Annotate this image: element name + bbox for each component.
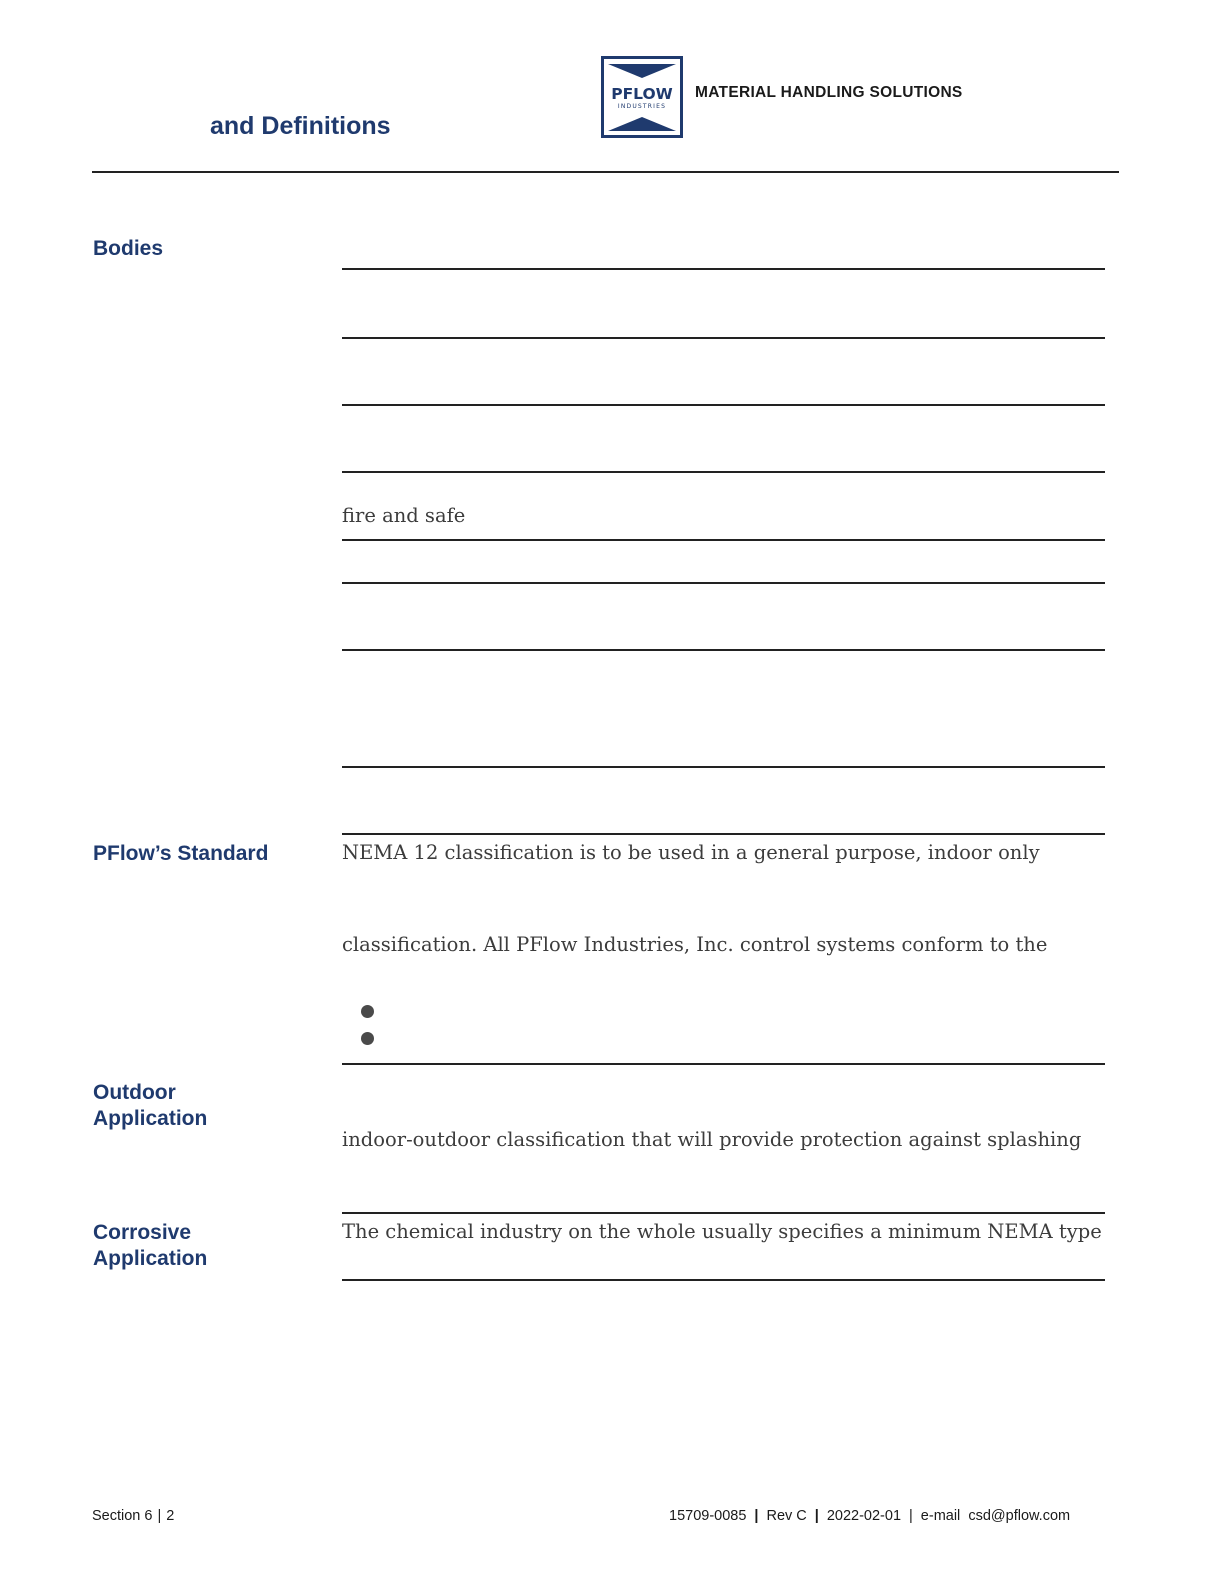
- rule-line: [342, 1279, 1105, 1281]
- footer-email[interactable]: csd@pflow.com: [968, 1508, 1071, 1524]
- section-label-corrosive-line1: Corrosive: [93, 1221, 192, 1244]
- section-label-outdoor: [93, 1080, 207, 1132]
- rule-line: [342, 337, 1105, 339]
- rule-line: [342, 1063, 1105, 1065]
- bodies-text: fire and safe: [342, 504, 466, 527]
- section-label-corrosive: [93, 1220, 207, 1272]
- section-label-standard: PFlow’s Standard: [93, 842, 269, 865]
- page-title: and Definitions: [210, 112, 391, 140]
- tagline: MATERIAL HANDLING SOLUTIONS: [695, 84, 963, 101]
- rule-line: [342, 582, 1105, 584]
- section-label-corrosive-line2: Application: [93, 1247, 208, 1270]
- footer-email-label: e-mail: [920, 1508, 961, 1524]
- rule-line: [342, 539, 1105, 541]
- bullet-dot: [361, 1032, 374, 1045]
- section-label-outdoor-line1: Outdoor: [93, 1081, 176, 1104]
- rule-line: [342, 268, 1105, 270]
- section-label-bodies: Bodies: [93, 237, 164, 260]
- standard-text-line2: classification. All PFlow Industries, Inc. control systems conform to the: [342, 933, 1048, 956]
- footer-page-number: 2: [166, 1508, 175, 1524]
- footer-section: Section 6 | 2: [92, 1508, 175, 1524]
- section-label-outdoor-line2: Application: [93, 1107, 208, 1130]
- footer-revision: Rev C: [766, 1508, 807, 1524]
- footer-section-label: Section 6: [92, 1508, 153, 1524]
- header-divider: [92, 171, 1119, 173]
- pflow-logo: [601, 56, 683, 138]
- logo-subtext: INDUSTRIES: [617, 103, 667, 110]
- rule-line: [342, 649, 1105, 651]
- rule-line: [342, 766, 1105, 768]
- standard-text-line1: NEMA 12 classification is to be used in a general purpose, indoor only: [342, 841, 1040, 864]
- footer-doc-number: 15709-0085: [669, 1508, 747, 1524]
- footer-doc-info: 15709-0085 | Rev C | 2022-02-01 | e-mail csd@pflow.com: [669, 1508, 1071, 1524]
- logo-text: PFLOW: [611, 85, 673, 103]
- rule-line: [342, 471, 1105, 473]
- bullet-dot: [361, 1005, 374, 1018]
- rule-line: [342, 833, 1105, 835]
- footer-date: 2022-02-01: [826, 1508, 902, 1524]
- corrosive-text: The chemical industry on the whole usually specifies a minimum NEMA type: [342, 1220, 1102, 1243]
- rule-line: [342, 404, 1105, 406]
- outdoor-text: indoor-outdoor classification that will provide protection against splashing: [342, 1128, 1082, 1151]
- rule-line: [342, 1212, 1105, 1214]
